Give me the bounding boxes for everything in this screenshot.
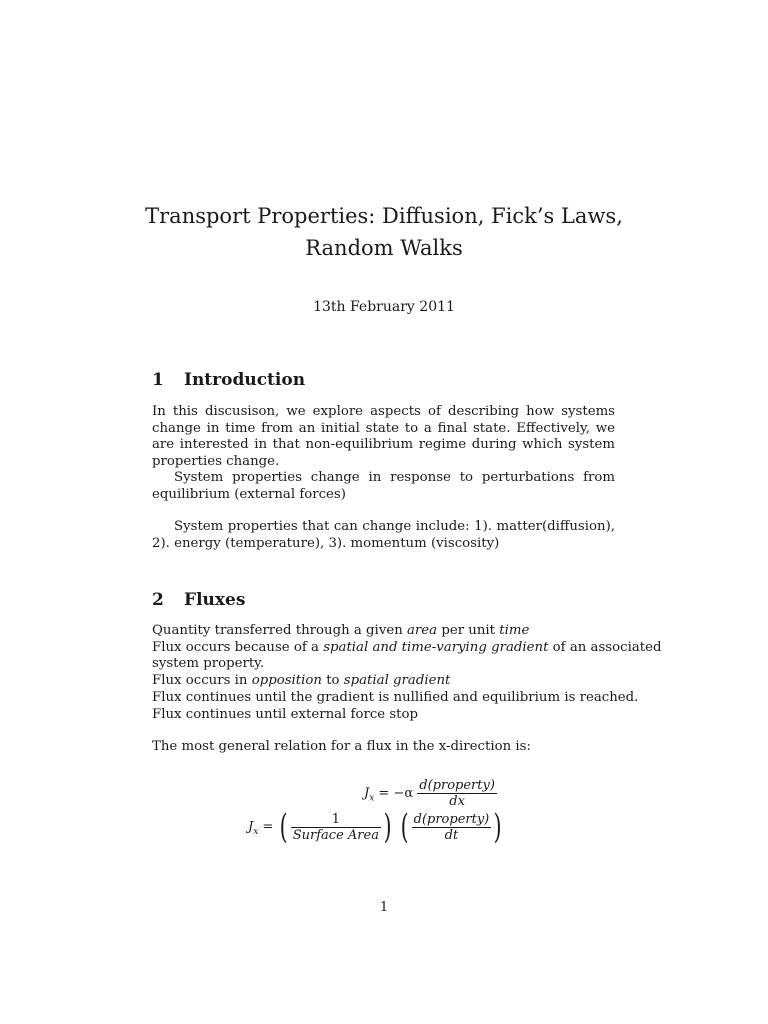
section-number: 1 xyxy=(152,370,164,390)
equation-1: $J_x = -\alpha$ $\frac{\text{d(property)}}{dx}$ xyxy=(364,778,495,809)
intro-paragraph-3: System properties that can change include: 1). matter(diffusion), 2). energy (temperature), 3). momentum (viscosity) xyxy=(152,519,615,551)
right-paren: ) xyxy=(383,807,392,847)
equation-2: $J_x$ = ( $\frac{1}{\text{Surface Area}}$ ) ( $\frac{\text{d(property)}}{dt}$ ) xyxy=(248,807,502,847)
section-number: 2 xyxy=(152,590,164,610)
section-heading-introduction xyxy=(152,370,305,390)
flux-line-5: Flux continues until the gradient is nullified and equilibrium is reached. xyxy=(152,689,639,705)
section-title: Fluxes xyxy=(184,590,246,610)
document-date: 13th February 2011 xyxy=(313,299,455,315)
left-paren: ( xyxy=(401,807,409,847)
page-number: 1 xyxy=(379,900,389,915)
left-paren: ( xyxy=(280,807,289,847)
intro-paragraph-2: System properties change in response to perturbations from equilibrium (external forces) xyxy=(152,470,615,502)
section-title: Introduction xyxy=(184,370,306,390)
flux-line-6: Flux continues until external force stop xyxy=(152,706,419,722)
flux-line-2: Flux occurs because of a spatial and time-varying gradient of an associated xyxy=(152,639,662,655)
document-title xyxy=(0,200,768,264)
title-line-2: Random Walks xyxy=(305,236,463,260)
general-relation-text: The most general relation for a flux in the x-direction is: xyxy=(152,739,531,754)
section-heading-fluxes xyxy=(152,590,245,610)
fluxes-list xyxy=(152,623,662,723)
intro-paragraph-1: In this discusison, we explore aspects of describing how systems change in time from an initial state to a final state. Effectively, we are interested in that non-equilibrium regime during which system properties change. xyxy=(152,404,615,470)
equation-1-fraction: $\frac{\text{d(property)}}{dx}$ xyxy=(419,778,495,809)
equation-2-fraction-1: $\frac{1}{\text{Surface Area}}$ xyxy=(292,811,379,843)
flux-line-1: Quantity transferred through a given area per unit time xyxy=(152,623,530,638)
equation-2-fraction-2: $\frac{\text{d(property)}}{dt}$ xyxy=(413,811,490,843)
flux-line-3: system property. xyxy=(152,656,265,672)
title-line-1: Transport Properties: Diffusion, Fick’s Laws, xyxy=(145,204,623,228)
flux-line-4: Flux occurs in opposition to spatial gradient xyxy=(152,673,451,689)
right-paren: ) xyxy=(493,807,502,847)
